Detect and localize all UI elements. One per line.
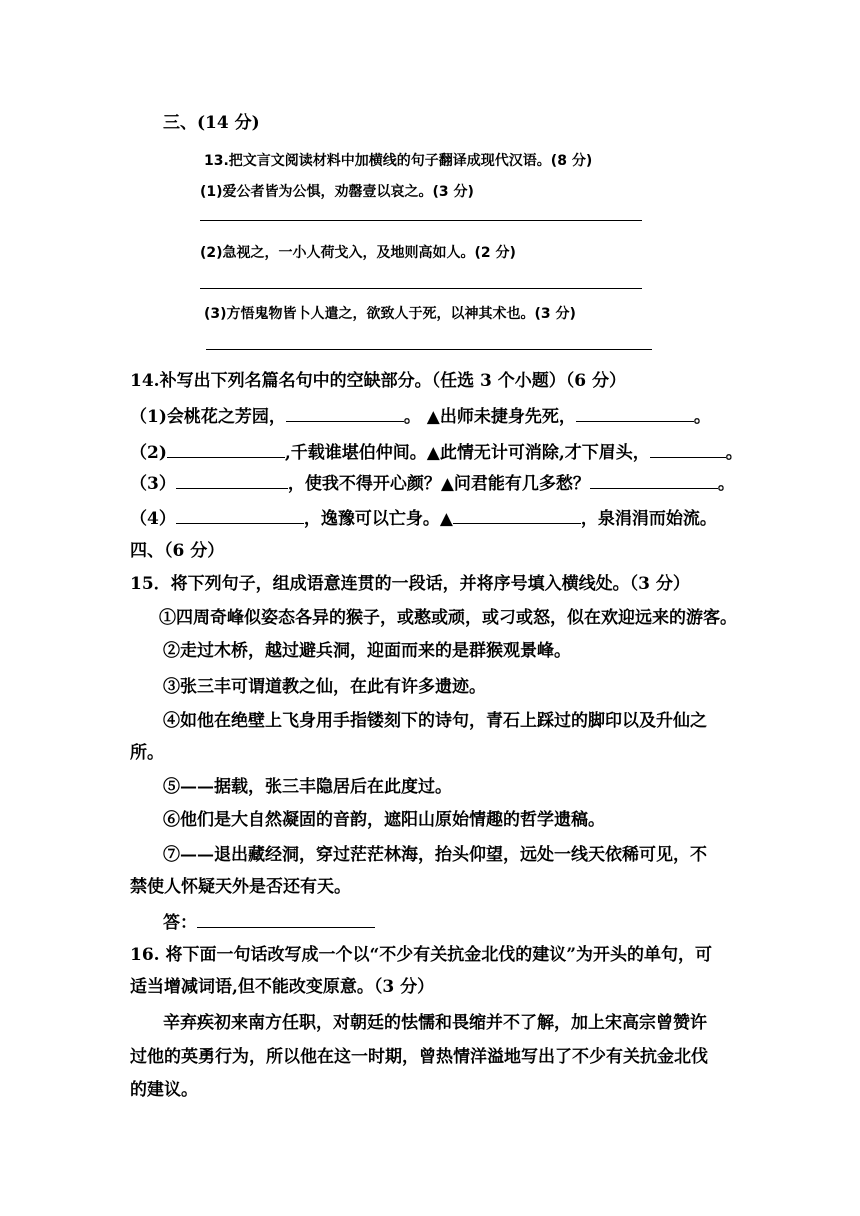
q14-blank-6[interactable] <box>590 472 718 489</box>
q14-line-3 <box>130 472 735 495</box>
q14-line-2-text-c: 。 <box>725 443 743 463</box>
q16-passage-line-2: 过他的英勇行为，所以他在这一时期，曾热情洋溢地写出了不少有关抗金北伐 <box>130 1047 708 1067</box>
q14-line-3-text-b: ，使我不得开心颜？▲问君能有几多愁？ <box>287 474 590 494</box>
q14-blank-1[interactable] <box>286 405 404 422</box>
q14-blank-2[interactable] <box>576 405 694 422</box>
q14-line-2-text-a: （2) <box>130 443 167 463</box>
q13-answer-line-1 <box>200 220 642 221</box>
q15-sentence-2: ②走过木桥，越过避兵洞，迎面而来的是群猴观景峰。 <box>163 641 571 661</box>
q13-answer-line-3 <box>206 349 652 350</box>
q15-answer-row <box>163 911 375 934</box>
q14-line-1 <box>130 405 711 428</box>
q15-sentence-7-line-1: ⑦——退出藏经洞，穿过茫茫林海，抬头仰望，远处一线天依稀可见，不 <box>163 845 707 865</box>
q14-line-3-text-a: （3） <box>130 474 176 494</box>
q14-blank-4[interactable] <box>650 441 726 458</box>
q15-sentence-4-line-2: 所。 <box>130 743 164 763</box>
q14-line-2 <box>130 441 743 464</box>
q15-sentence-6: ⑥他们是大自然凝固的音韵，遮阳山原始情趣的哲学遗稿。 <box>163 810 605 830</box>
q15-sentence-7-line-2: 禁使人怀疑天外是否还有天。 <box>130 877 351 897</box>
q14-line-4 <box>130 507 717 530</box>
section-3-heading: 三、(14 分) <box>163 113 260 133</box>
q13-prompt: 13.把文言文阅读材料中加横线的句子翻译成现代汉语。(8 分) <box>204 153 593 169</box>
q13-item-1: (1)爱公者皆为公惧，劝罄壹以哀之。(3 分) <box>200 184 474 200</box>
q16-prompt-line-2: 适当增减词语,但不能改变原意。（3 分） <box>130 977 435 997</box>
q16-passage-line-3: 的建议。 <box>130 1080 198 1100</box>
q15-sentence-4-line-1: ④如他在绝壁上飞身用手指镂刻下的诗句，青石上踩过的脚印以及升仙之 <box>163 711 707 731</box>
q14-line-4-text-c: ，泉涓涓而始流。 <box>580 509 717 529</box>
q13-item-2: (2)急视之，一小人荷戈入，及地则高如人。(2 分) <box>200 245 516 261</box>
q14-line-3-text-c: 。 <box>717 474 735 494</box>
q15-prompt: 15．将下列句子，组成语意连贯的一段话，并将序号填入横线处。（3 分） <box>130 574 690 594</box>
q14-prompt: 14.补写出下列名篇名句中的空缺部分。（任选 3 个小题）（6 分） <box>130 371 626 391</box>
q15-answer-label: 答： <box>163 913 197 933</box>
q14-blank-7[interactable] <box>176 507 304 524</box>
q14-line-2-text-b: ,千载谁堪伯仲间。▲此情无计可消除,才下眉头， <box>284 443 650 463</box>
q15-sentence-1: ①四周奇峰似姿态各异的猴子，或憨或顽，或刁或怒，似在欢迎远来的游客。 <box>159 608 737 628</box>
q13-answer-line-2 <box>200 288 642 289</box>
q14-line-1-text-a: （1)会桃花之芳园， <box>130 407 286 427</box>
q14-line-4-text-a: （4） <box>130 509 176 529</box>
section-4-heading: 四、（6 分） <box>130 541 225 561</box>
q16-prompt-line-1: 16. 将下面一句话改写成一个以“不少有关抗金北伐的建议”为开头的单句，可 <box>130 945 713 965</box>
q14-line-1-text-b: 。 ▲出师未捷身先死， <box>403 407 576 427</box>
q14-line-4-text-b: ，逸豫可以亡身。▲ <box>303 509 453 529</box>
q15-sentence-5: ⑤——据载，张三丰隐居后在此度过。 <box>163 777 452 797</box>
q15-sentence-3: ③张三丰可谓道教之仙，在此有许多遗迹。 <box>163 677 486 697</box>
q14-blank-5[interactable] <box>176 472 288 489</box>
q14-line-1-text-c: 。 <box>693 407 711 427</box>
q14-blank-8[interactable] <box>453 507 581 524</box>
q15-answer-blank[interactable] <box>197 911 375 928</box>
q14-blank-3[interactable] <box>167 441 285 458</box>
q13-item-3: (3)方悟鬼物皆卜人遣之，欲致人于死，以神其术也。(3 分) <box>204 306 576 322</box>
q16-passage-line-1: 辛弃疾初来南方任职，对朝廷的怯懦和畏缩并不了解，加上宋高宗曾赞许 <box>163 1013 707 1033</box>
